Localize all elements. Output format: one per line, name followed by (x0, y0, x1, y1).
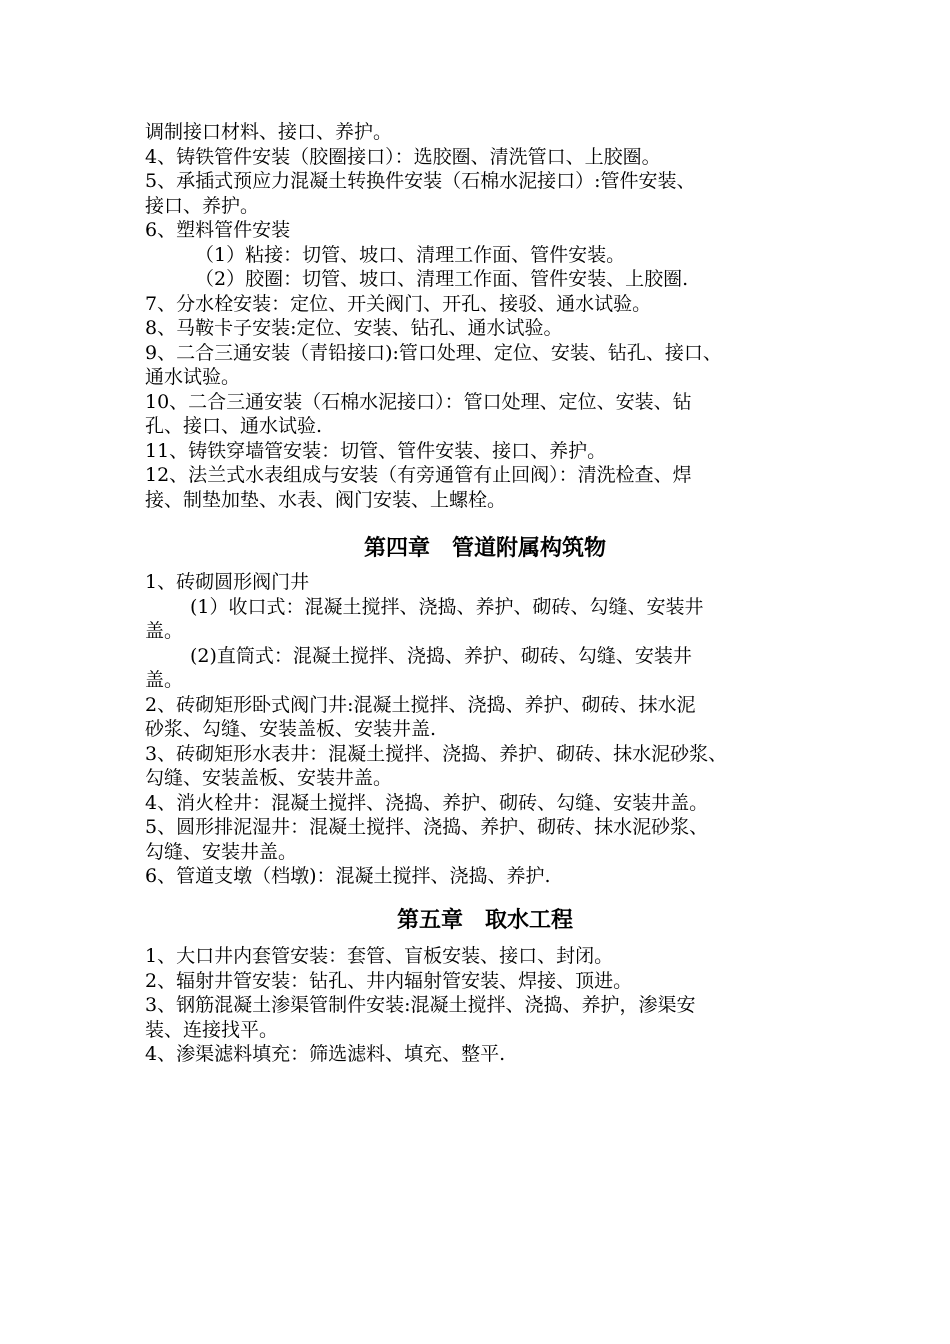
text-line: 7、分水栓安装：定位、开关阀门、开孔、接驳、通水试验。 (145, 292, 652, 315)
text-line-indented: (1）收口式：混凝土搅拌、浇捣、养护、砌砖、勾缝、安装井 (190, 595, 704, 618)
text-line: 3、钢筋混凝土渗渠管制件安装:混凝土搅拌、浇捣、养护，渗渠安 (145, 994, 696, 1016)
chapter-5-heading: 第五章 取水工程 (396, 907, 573, 933)
chapter-4-heading: 第四章 管道附属构筑物 (363, 535, 606, 561)
text-line: 2、辐射井管安装：钻孔、井内辐射管安装、焊接、顶进。 (145, 969, 633, 992)
text-line: 勾缝、安装盖板、安装井盖。 (145, 767, 393, 789)
chapter-4-body (145, 570, 825, 889)
text-line: 6、塑料管件安装 (145, 219, 291, 241)
text-line-indented: （1）粘接：切管、坡口、清理工作面、管件安装。 (195, 243, 626, 266)
pipe-fittings-section (145, 120, 825, 512)
text-line: 5、圆形排泥湿井：混凝土搅拌、浇捣、养护、砌砖、抹水泥砂浆、 (145, 816, 709, 838)
text-line: 1、大口井内套管安装：套管、盲板安装、接口、封闭。 (145, 945, 614, 967)
text-line: 4、消火栓井：混凝土搅拌、浇捣、养护、砌砖、勾缝、安装井盖。 (145, 791, 709, 814)
text-line: 通水试验。 (145, 366, 241, 388)
text-line: 12、法兰式水表组成与安装（有旁通管有止回阀）：清洗检查、焊 (145, 464, 692, 486)
text-line: 9、二合三通安装（青铅接口):管口处理、定位、安装、钻孔、接口、 (145, 341, 722, 364)
chapter-5-body (145, 944, 825, 1067)
text-line: 接口、养护。 (145, 194, 260, 217)
text-line: 孔、接口、通水试验. (145, 415, 323, 437)
text-line-indented: (2)直筒式：混凝土搅拌、浇捣、养护、砌砖、勾缝、安装井 (190, 644, 692, 667)
text-line: 6、管道支墩（档墩)：混凝土搅拌、浇捣、养护. (145, 865, 551, 887)
text-line: 勾缝、安装井盖。 (145, 840, 298, 863)
text-line: 4、铸铁管件安装（胶圈接口）：选胶圈、清洗管口、上胶圈。 (145, 145, 661, 168)
text-line: 11、铸铁穿墙管安装：切管、管件安装、接口、养护。 (145, 439, 607, 462)
text-line: 1、砖砌圆形阀门井 (145, 571, 310, 593)
text-line: 调制接口材料、接口、养护。 (145, 121, 393, 143)
text-line: 10、二合三通安装（石棉水泥接口）：管口处理、定位、安装、钻 (145, 390, 692, 413)
text-line: 盖。 (145, 620, 184, 642)
text-line: 接、制垫加垫、水表、阀门安装、上螺栓。 (145, 488, 507, 511)
text-line-indented: （2）胶圈：切管、坡口、清理工作面、管件安装、上胶圈. (195, 268, 689, 290)
text-line: 5、承插式预应力混凝土转换件安装（石棉水泥接口）:管件安装、 (145, 170, 696, 192)
text-line: 4、渗渠滤料填充：筛选滤料、填充、整平. (145, 1043, 506, 1065)
text-line: 8、马鞍卡子安装:定位、安装、钻孔、通水试验。 (145, 317, 563, 339)
text-line: 装、连接找平。 (145, 1018, 279, 1041)
text-line: 2、砖砌矩形卧式阀门井:混凝土搅拌、浇捣、养护、砌砖、抹水泥 (145, 693, 696, 716)
text-line: 盖。 (145, 669, 184, 691)
text-line: 砂浆、勾缝、安装盖板、安装井盖. (145, 718, 437, 740)
text-line: 3、砖砌矩形水表井：混凝土搅拌、浇捣、养护、砌砖、抹水泥砂浆、 (145, 742, 728, 765)
